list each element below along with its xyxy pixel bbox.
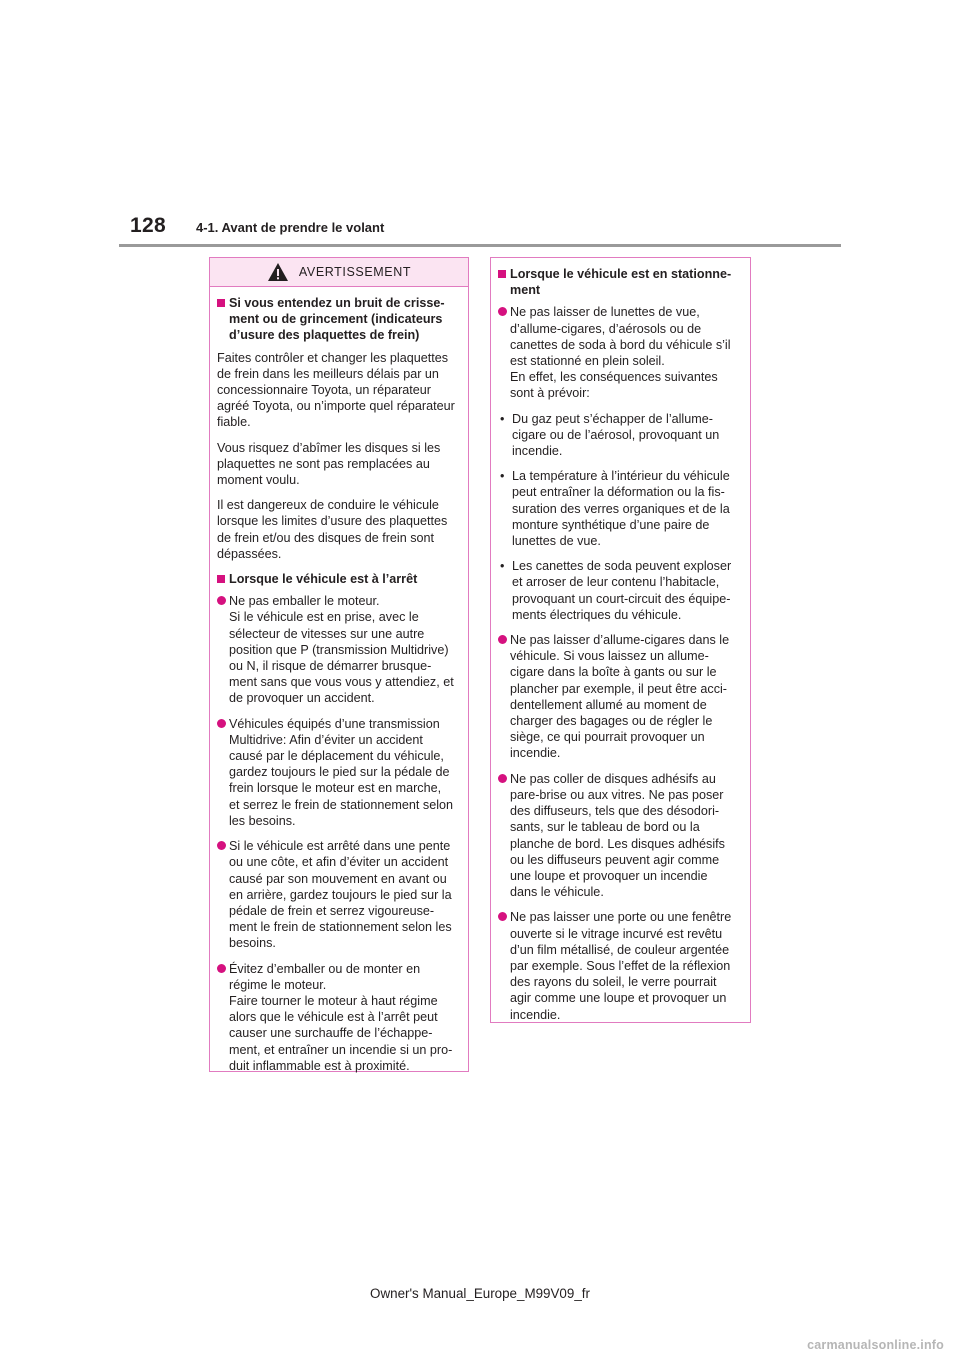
warning-header — [210, 258, 468, 287]
warning-box — [209, 257, 469, 1072]
bullet-item — [217, 593, 461, 706]
item-text: Lorsque le véhicule est à l’arrêt — [229, 572, 418, 587]
section-heading — [498, 266, 743, 298]
item-text: Véhicules équipés d’une transmission Multidrive: Afin d’éviter un accident causé par le déplacement du véhicule, gardez toujours le pied sur la pédale de frein lorsque le moteur est en marche, et serrez le frein de stationnement selon les besoins. — [229, 716, 454, 828]
square-bullet-icon — [217, 575, 225, 583]
square-bullet-icon — [498, 270, 506, 278]
item-text: Il est dangereux de conduire le véhicule lorsque les limites d’usure des plaquettes de frein et/ou des disques de frein sont dépassées. — [217, 498, 448, 561]
circle-bullet-icon — [217, 964, 226, 973]
item-text: Ne pas coller de disques adhésifs au pare-brise ou aux vitres. Ne pas poser des diffuseurs, tels que des désodori- sants, sur le tableau de bord ou la planche de bord. Les disques adhésifs ou les diffuseurs peuvent agir comme une loupe et provoquer un incendie dans le véhicule. — [510, 771, 725, 900]
item-text: Ne pas laisser de lunettes de vue, d’allume-cigares, d’aérosols ou de canettes de soda à bord du véhicule s’il est stationné en plein soleil. En effet, les conséquences suivantes sont à prévoir: — [510, 305, 731, 401]
sub-bullet-item — [498, 411, 743, 460]
item-text: La température à l’intérieur du véhicule peut entraîner la déformation ou la fis- suration des verres organiques et de la monture synthétique d’une paire de lunettes de vue. — [512, 469, 730, 549]
warning-triangle-icon — [267, 262, 289, 282]
circle-bullet-icon — [217, 596, 226, 605]
bullet-item — [217, 838, 461, 951]
item-text: Évitez d’emballer ou de monter en régime le moteur. Faire tourner le moteur à haut régime alors que le véhicule est à l’arrêt peut causer une surchauffe de l’échappe- ment, et entraîner un incendie si un pro- duit inflammable est à proximité. — [229, 961, 453, 1073]
footer-manual-id: Owner's Manual_Europe_M99V09_fr — [370, 1286, 590, 1301]
paragraph — [217, 350, 461, 431]
item-text: Du gaz peut s’échapper de l’allume- cigare ou de l’aérosol, provoquant un incendie. — [512, 411, 720, 459]
bullet-item — [498, 304, 743, 401]
dot-bullet-icon: • — [500, 411, 505, 426]
circle-bullet-icon — [217, 841, 226, 850]
item-text: Si vous entendez un bruit de crisse- ment ou de grincement (indicateurs d’usure des plaquettes de frein) — [229, 296, 445, 343]
item-text: Ne pas laisser une porte ou une fenêtre ouverte si le vitrage incurvé est revêtu d’un film métallisé, de couleur argentée par exemple. Sous l’effet de la réflexion des rayons du soleil, le verre pourrait agir comme une loupe et provoquer un incendie. — [510, 910, 732, 1022]
bullet-item — [498, 771, 743, 901]
dot-bullet-icon: • — [500, 469, 505, 484]
circle-bullet-icon — [498, 774, 507, 783]
dot-bullet-icon: • — [500, 559, 505, 574]
sub-bullet-item — [498, 468, 743, 549]
square-bullet-icon — [217, 299, 225, 307]
paragraph — [217, 497, 461, 562]
circle-bullet-icon — [498, 307, 507, 316]
section-heading — [217, 571, 461, 587]
warning-content — [210, 287, 468, 1074]
bullet-item — [217, 716, 461, 829]
item-text: Si le véhicule est arrêté dans une pente ou une côte, et afin d’éviter un accident causé par son mouvement en avant ou en arrière, gardez toujours le pied sur la pédale de frein et serrez vigoureuse- ment le frein de stationnement selon les besoins. — [229, 839, 452, 951]
circle-bullet-icon — [498, 912, 507, 921]
warning-title: AVERTISSEMENT — [298, 264, 412, 279]
parking-warning-box — [490, 257, 751, 1023]
item-text: Faites contrôler et changer les plaquettes de frein dans les meilleurs délais par un concessionnaire Toyota, un réparateur agréé Toyota, ou n’importe quel réparateur fiable. — [217, 350, 455, 430]
watermark: carmanualsonline.info — [807, 1338, 944, 1352]
section-heading — [217, 295, 461, 344]
circle-bullet-icon — [217, 719, 226, 728]
header-rule — [119, 244, 841, 247]
item-text: Lorsque le véhicule est en stationne- ment — [510, 267, 732, 298]
circle-bullet-icon — [498, 635, 507, 644]
item-text: Les canettes de soda peuvent exploser et arroser de leur contenu l’habitacle, provoquant un court-circuit des équipe- ments électriques du véhicule. — [512, 559, 732, 622]
bullet-item — [498, 632, 743, 762]
page-number: 128 — [130, 214, 166, 237]
section-title: 4-1. Avant de prendre le volant — [196, 220, 385, 235]
item-text: Vous risquez d’abîmer les disques si les plaquettes ne sont pas remplacées au moment voulu. — [217, 440, 441, 488]
item-text: Ne pas laisser d’allume-cigares dans le véhicule. Si vous laissez un allume- cigare dans la boîte à gants ou sur le plancher par exemple, il peut être acci- dentellement allumé au moment de charger des bagages ou de régler le siège, ce qui pourrait provoquer un incendie. — [510, 633, 730, 761]
bullet-item — [498, 909, 743, 1022]
item-text: Ne pas emballer le moteur. Si le véhicule est en prise, avec le sélecteur de vitesses sur une autre position que P (transmission Multidrive) ou N, il risque de démarrer brusque- ment sans que vous vous y attendiez, et de provoquer un accident. — [229, 594, 454, 706]
bullet-item — [217, 961, 461, 1074]
sub-bullet-item — [498, 558, 743, 623]
parking-warning-content — [491, 258, 750, 1023]
paragraph — [217, 440, 461, 489]
